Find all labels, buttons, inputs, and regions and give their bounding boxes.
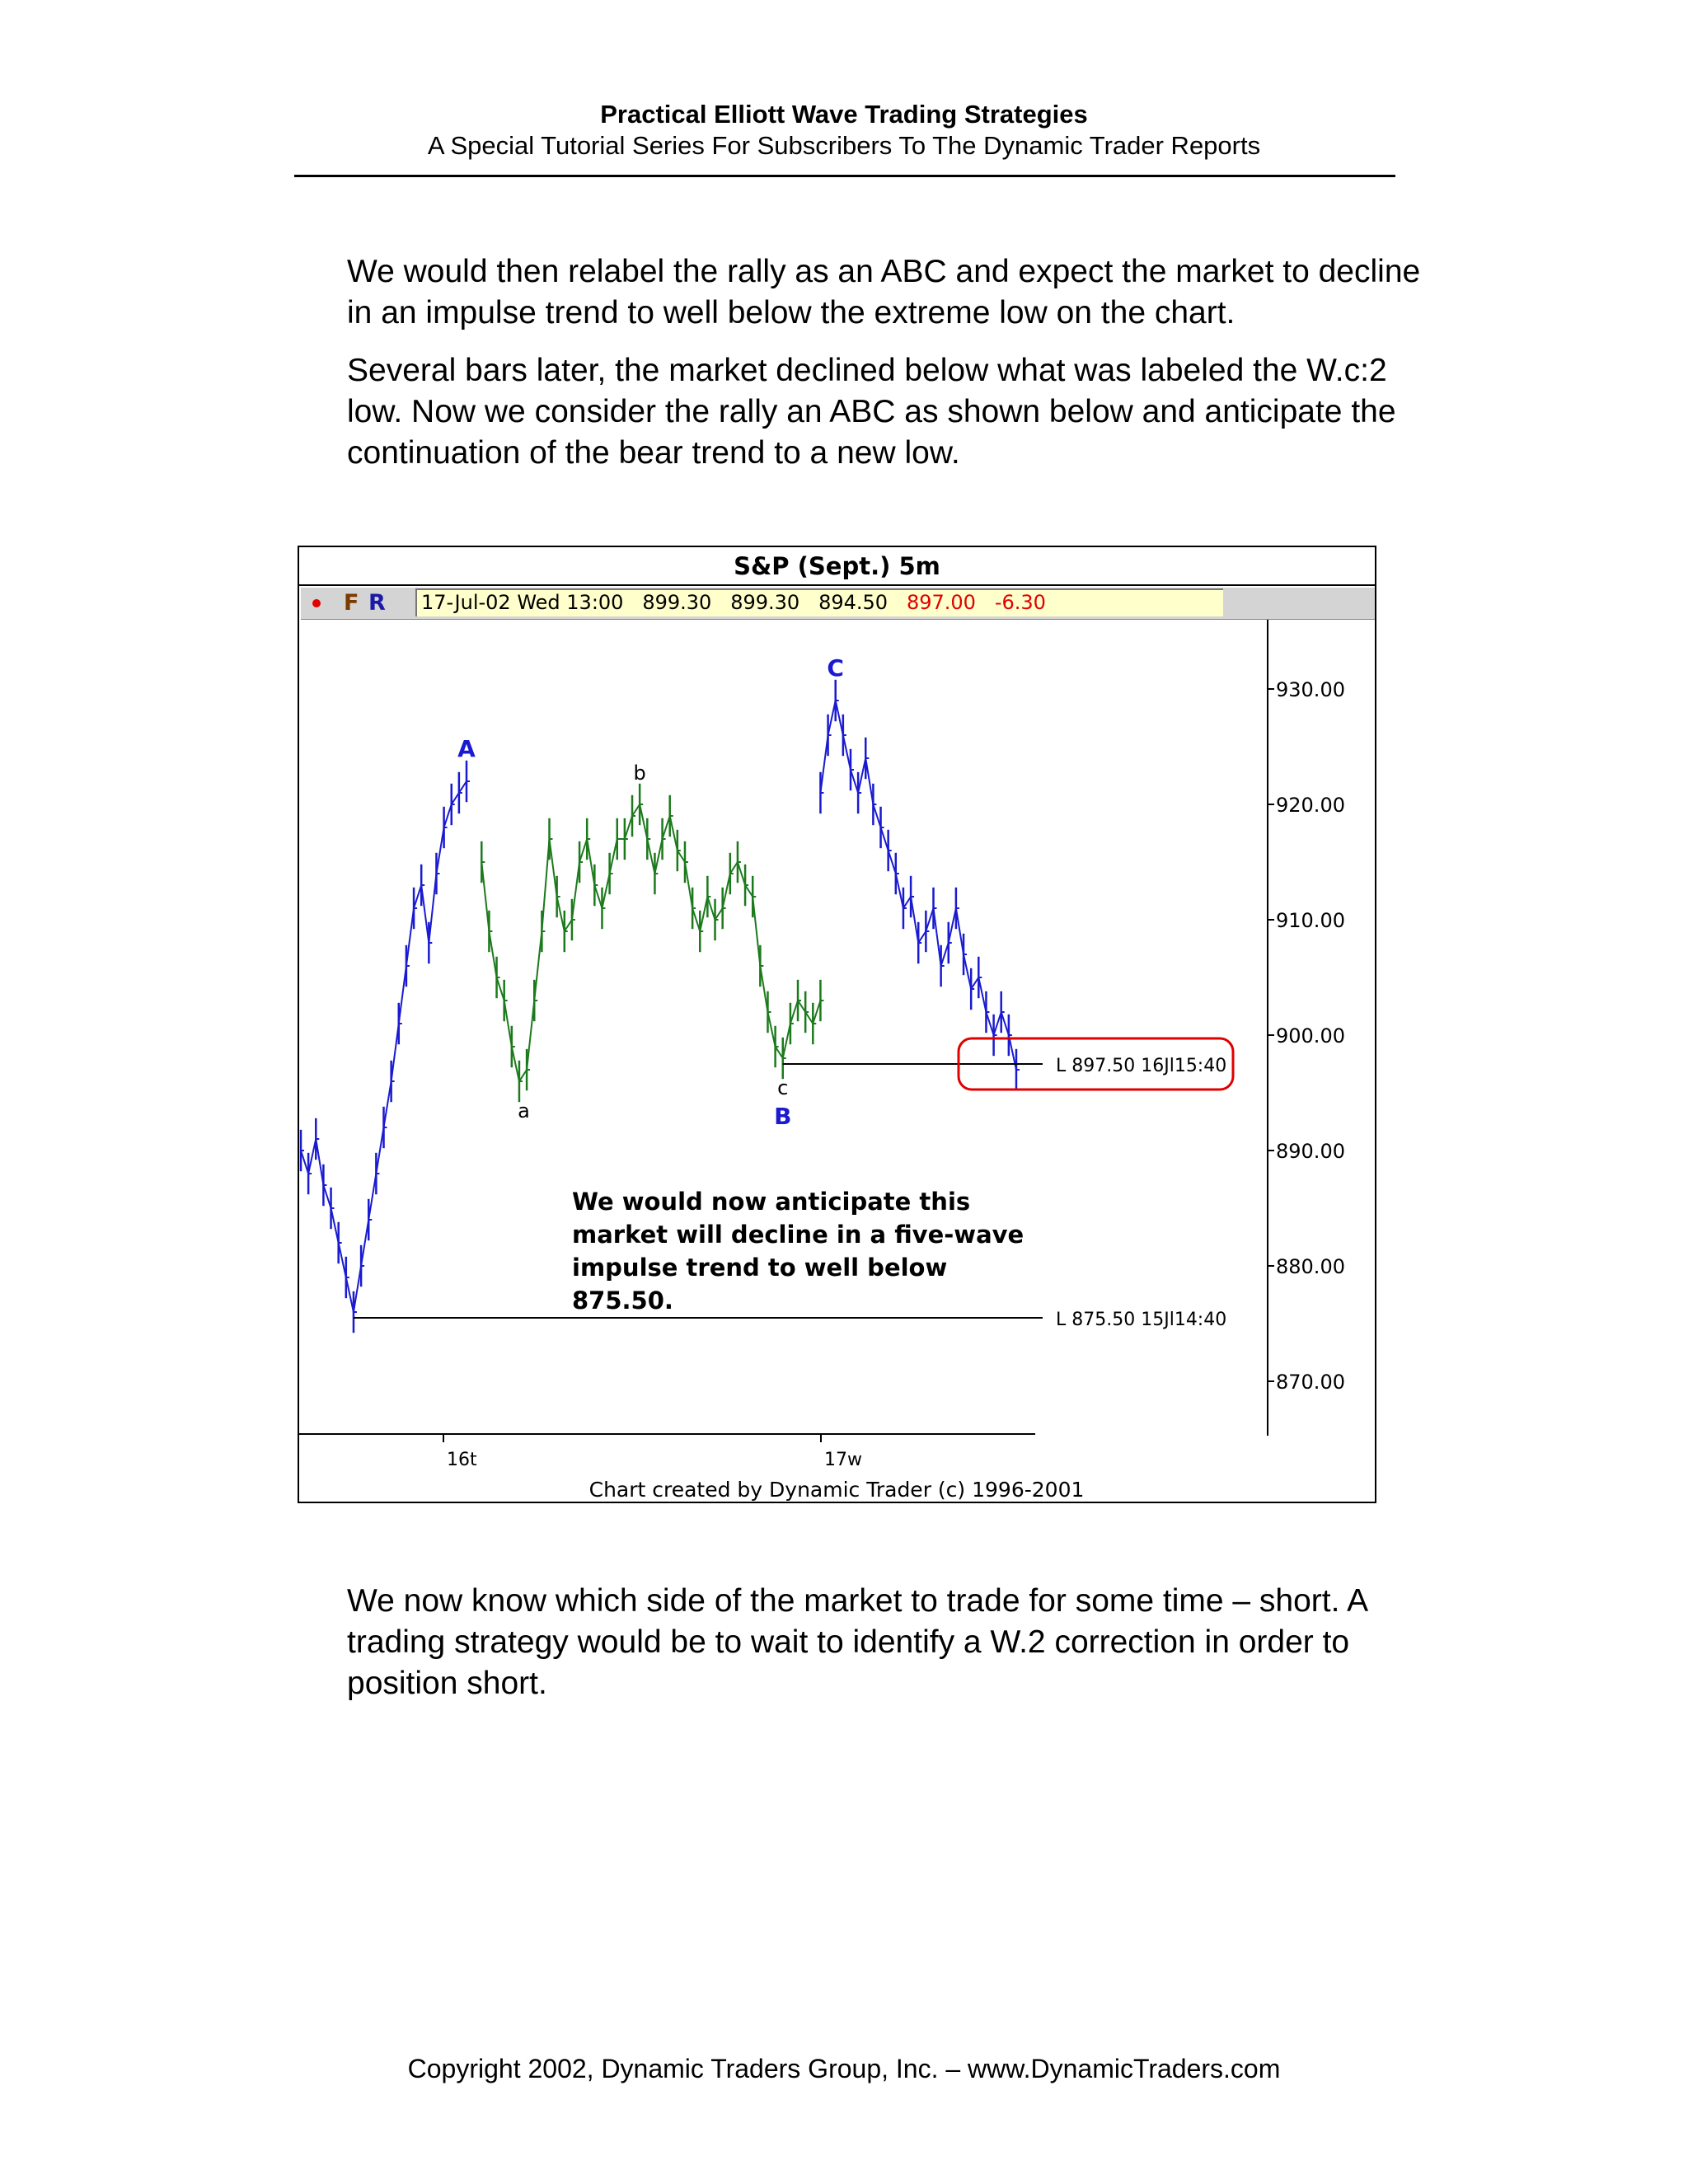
price-path — [572, 862, 579, 920]
price-path — [700, 897, 707, 931]
chart-annotation: market will decline in a five-wave — [572, 1221, 1025, 1249]
price-path — [316, 1139, 323, 1185]
price-path — [497, 977, 504, 1001]
price-path — [331, 1208, 339, 1243]
price-path — [798, 1001, 805, 1012]
x-tick-label: 16t — [447, 1450, 477, 1470]
price-path — [707, 897, 715, 920]
price-path — [368, 1174, 376, 1220]
price-path — [858, 758, 865, 793]
price-path — [406, 908, 414, 966]
price-path — [1001, 1012, 1009, 1035]
paragraph-2: Several bars later, the market declined below what was labeled the W.c:2 low. Now we consider the rally an ABC as shown below and anticipate the continuation of the bear trend to a new low. — [347, 353, 1396, 471]
wave-label: b — [633, 762, 646, 785]
chart-title: S&P (Sept.) 5m — [734, 552, 940, 580]
header-title: Practical Elliott Wave Trading Strategies — [600, 100, 1088, 129]
price-path — [670, 816, 678, 851]
price-path — [836, 701, 843, 735]
price-path — [504, 1001, 512, 1047]
quote-flag-r: R — [368, 590, 386, 616]
price-path — [685, 862, 692, 908]
price-path — [994, 1012, 1001, 1035]
price-path — [911, 897, 918, 943]
paragraph-1: We would then relabel the rally as an ABC and expect the market to decline in an impulse trend to well below the extreme low on the chart. — [347, 254, 1421, 330]
price-path — [730, 862, 738, 874]
status-dot-icon — [312, 599, 321, 607]
y-tick-label: 930.00 — [1276, 678, 1345, 701]
chart-annotation: We would now anticipate this — [572, 1188, 971, 1216]
price-path — [986, 1012, 993, 1035]
wave-label: B — [774, 1103, 792, 1130]
chart-annotation: impulse trend to well below — [572, 1254, 948, 1282]
price-path — [851, 770, 858, 793]
price-path — [933, 908, 940, 966]
chart-credit: Chart created by Dynamic Trader (c) 1996-2001 — [588, 1478, 1085, 1502]
price-path — [579, 839, 587, 862]
price-path — [903, 897, 911, 908]
price-path — [542, 839, 549, 931]
price-path — [481, 862, 489, 931]
level-label: L 875.50 15Jl14:40 — [1056, 1310, 1227, 1330]
chart-title-divider — [299, 584, 1375, 586]
wave-label: a — [518, 1099, 530, 1122]
quote-open: 899.30 — [642, 591, 712, 614]
quote-high: 899.30 — [730, 591, 800, 614]
price-path — [805, 1012, 813, 1024]
y-tick-label: 910.00 — [1276, 909, 1345, 932]
price-path — [339, 1243, 346, 1277]
x-tick-label: 17w — [824, 1450, 862, 1470]
price-path — [384, 1081, 392, 1127]
price-chart — [299, 620, 1375, 1502]
price-path — [301, 1151, 308, 1174]
price-path — [949, 908, 956, 943]
quote-change: -6.30 — [994, 591, 1046, 614]
price-path — [594, 885, 602, 908]
price-path — [452, 793, 459, 804]
price-path — [640, 804, 647, 839]
price-path — [918, 931, 926, 943]
level-label: L 897.50 16Jl15:40 — [1056, 1056, 1227, 1076]
price-path — [550, 839, 557, 897]
price-path — [632, 804, 640, 816]
price-path — [767, 1012, 775, 1047]
quote-bar — [301, 588, 1375, 620]
price-path — [896, 874, 903, 908]
price-path — [444, 804, 452, 827]
price-path — [489, 931, 496, 977]
quote-date: 17-Jul-02 Wed 13:00 — [421, 591, 624, 614]
quote-low: 894.50 — [818, 591, 889, 614]
chart-annotation: 875.50. — [572, 1286, 673, 1315]
price-path — [865, 758, 873, 804]
price-path — [557, 897, 565, 931]
price-path — [881, 827, 889, 851]
price-path — [354, 1266, 361, 1312]
price-path — [745, 885, 753, 897]
price-path — [941, 943, 949, 966]
price-path — [429, 874, 436, 943]
price-path — [519, 1070, 527, 1081]
quote-close: 897.00 — [906, 591, 976, 614]
price-path — [399, 966, 406, 1024]
price-path — [723, 874, 730, 908]
price-path — [889, 851, 896, 874]
price-path — [760, 966, 767, 1012]
y-tick-label: 870.00 — [1276, 1371, 1345, 1394]
y-tick-label: 900.00 — [1276, 1024, 1345, 1047]
price-path — [753, 897, 760, 966]
y-tick-label: 880.00 — [1276, 1255, 1345, 1278]
price-path — [776, 1047, 783, 1058]
price-path — [587, 839, 594, 885]
price-path — [715, 908, 723, 920]
price-path — [459, 781, 467, 793]
chart-panel — [298, 546, 1376, 1503]
y-tick-label: 890.00 — [1276, 1140, 1345, 1163]
price-path — [956, 908, 964, 954]
price-path — [361, 1220, 368, 1266]
wave-label: C — [827, 654, 844, 682]
price-path — [414, 885, 421, 908]
price-path — [625, 816, 632, 839]
price-path — [783, 1024, 790, 1058]
price-path — [790, 1001, 798, 1024]
price-path — [534, 931, 542, 1001]
price-path — [647, 839, 654, 874]
quote-readout — [415, 588, 1223, 616]
wave-label: c — [777, 1076, 789, 1099]
price-path — [376, 1127, 383, 1174]
price-path — [654, 839, 662, 874]
price-path — [346, 1277, 354, 1312]
price-path — [873, 804, 880, 827]
price-path — [527, 1001, 534, 1070]
price-path — [308, 1139, 316, 1174]
price-path — [392, 1024, 399, 1081]
y-tick-label: 920.00 — [1276, 794, 1345, 817]
price-path — [436, 827, 443, 874]
price-path — [964, 954, 971, 989]
price-path — [663, 816, 670, 839]
price-path — [813, 1001, 820, 1024]
price-path — [971, 977, 978, 989]
price-path — [602, 874, 609, 908]
price-path — [678, 851, 685, 862]
price-path — [692, 908, 700, 931]
price-path — [820, 735, 828, 793]
page-footer: Copyright 2002, Dynamic Traders Group, Inc. – www.DynamicTraders.com — [407, 2054, 1281, 2083]
price-path — [926, 908, 933, 931]
header-divider — [294, 175, 1395, 177]
paragraph-3: We now know which side of the market to trade for some time – short. A trading strategy would be to wait to identify a W.2 correction in order to position short. — [347, 1583, 1367, 1701]
quote-flag-f: F — [344, 590, 359, 616]
price-path — [565, 920, 572, 931]
price-path — [978, 977, 986, 1012]
price-path — [738, 862, 745, 885]
price-path — [421, 885, 429, 943]
wave-label: A — [457, 735, 476, 762]
price-path — [828, 701, 836, 735]
header-subtitle: A Special Tutorial Series For Subscribers To The Dynamic Trader Reports — [427, 131, 1261, 160]
price-path — [512, 1047, 519, 1081]
price-path — [323, 1185, 331, 1208]
price-path — [843, 735, 851, 770]
price-path — [610, 839, 617, 874]
